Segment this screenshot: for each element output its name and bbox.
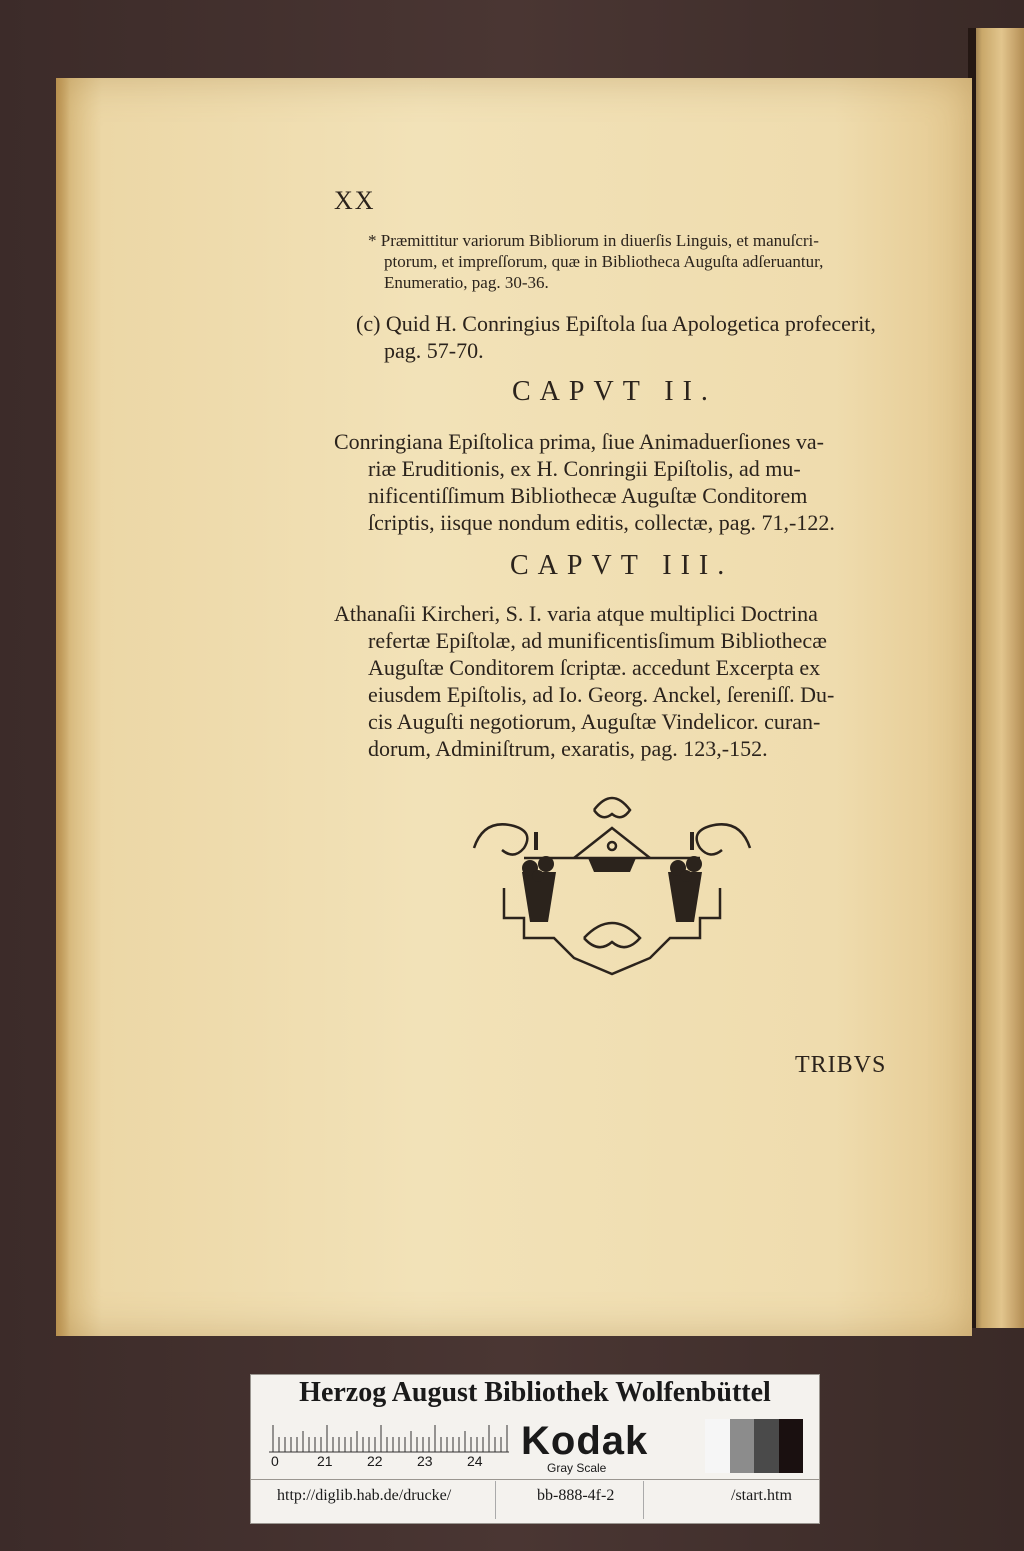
card-divider: [251, 1479, 819, 1480]
chapter-3-heading: CAPVT III.: [510, 550, 734, 581]
gray-patch: [730, 1419, 755, 1473]
chapter-2-line: ſcriptis, iisque nondum editis, collectæ, pag. 71,-122.: [368, 510, 835, 535]
chapter-3-line: cis Auguſti negotiorum, Auguſtæ Vindelicor. curan-: [368, 709, 821, 734]
ruler-label: 23: [417, 1453, 433, 1469]
note-c-line: pag. 57-70.: [384, 338, 484, 363]
chapter-2-text: [334, 428, 835, 536]
ruler-label: 21: [317, 1453, 333, 1469]
page-edge-shadow: [56, 78, 70, 1336]
note-c-block: [356, 310, 876, 364]
card-separator: [643, 1481, 644, 1519]
catchword: TRIBVS: [795, 1052, 887, 1078]
chapter-3-line: Auguſtæ Conditorem ſcriptæ. accedunt Excerpta ex: [368, 655, 821, 680]
chapter-2-line: riæ Eruditionis, ex H. Conringii Epiſtolis, ad mu-: [368, 456, 801, 481]
shelfmark: bb-888-4f-2: [537, 1487, 615, 1504]
gray-scale-patches: [705, 1419, 803, 1473]
ruler-label: 0: [271, 1453, 279, 1469]
gray-patch: [779, 1419, 804, 1473]
library-name: Herzog August Bibliothek Wolfenbüttel: [299, 1377, 771, 1408]
chapter-2-line: nificentiſſimum Bibliothecæ Auguſtæ Conditorem: [368, 483, 808, 508]
kodak-logo: Kodak: [521, 1419, 649, 1463]
decorative-vignette-icon: [464, 788, 760, 984]
chapter-3-line: Athanaſii Kircheri, S. I. varia atque multiplici Doctrina: [334, 601, 818, 626]
footnote-line: * Præmittitur variorum Bibliorum in diuerſis Linguis, et manuſcri-: [368, 231, 819, 250]
scan-reference-card: [250, 1374, 820, 1524]
chapter-3-text: [334, 600, 834, 762]
note-c-line: (c) Quid H. Conringius Epiſtola ſua Apologetica profecerit,: [356, 311, 876, 336]
card-separator: [495, 1481, 496, 1519]
chapter-2-line: Conringiana Epiſtolica prima, ſiue Animaduerſiones va-: [334, 429, 824, 454]
ruler-label: 22: [367, 1453, 383, 1469]
footnote-line: Enumeratio, pag. 30-36.: [384, 273, 549, 292]
gray-scale-label: Gray Scale: [547, 1461, 607, 1475]
start-url: /start.htm: [731, 1487, 792, 1504]
footnote-line: ptorum, et impreſſorum, quæ in Bibliotheca Auguſta adſeruantur,: [384, 252, 824, 271]
chapter-2-heading: CAPVT II.: [512, 376, 717, 407]
gray-patch: [705, 1419, 730, 1473]
chapter-3-line: eiusdem Epiſtolis, ad Io. Georg. Anckel, ſereniſſ. Du-: [368, 682, 835, 707]
page-number: XX: [334, 186, 376, 215]
footnote-block: [368, 230, 898, 293]
library-url: http://diglib.hab.de/drucke/: [277, 1487, 452, 1504]
ruler-scale-icon: [269, 1421, 753, 1453]
gray-patch: [754, 1419, 779, 1473]
facing-page-edge: [968, 28, 1024, 1328]
chapter-3-line: dorum, Adminiſtrum, exaratis, pag. 123,-152.: [368, 736, 768, 761]
ruler-label: 24: [467, 1453, 483, 1469]
chapter-3-line: refertæ Epiſtolæ, ad munificentisſimum Bibliothecæ: [368, 628, 827, 653]
